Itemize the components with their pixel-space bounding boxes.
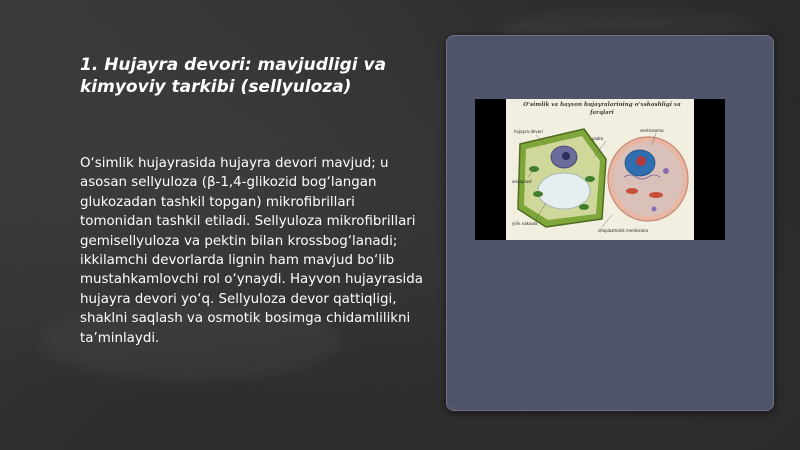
chloroplast	[585, 176, 595, 182]
plant-cell	[518, 129, 606, 227]
animal-cell	[608, 137, 688, 221]
cell-comparison-diagram	[506, 99, 694, 240]
mitochondrion	[626, 188, 638, 194]
label-centrosome: sentrosoma	[640, 128, 664, 133]
label-nucleus: yadro	[592, 136, 604, 141]
chloroplast	[579, 204, 589, 210]
lysosome	[652, 207, 657, 212]
animal-nucleolus	[636, 156, 646, 166]
label-vacuole: yirik vakuola	[512, 221, 538, 226]
slide-title: 1. Hujayra devori: mavjudligi va kimyoviy tarkibi (sellyuloza)	[80, 55, 387, 97]
lysosome	[663, 168, 669, 174]
chloroplast	[533, 191, 543, 197]
cell-diagram-svg	[506, 99, 694, 240]
figure-caption: O‘simlik va hayvon hujayralarining o‘xshashligi va farqlari	[523, 102, 681, 116]
label-chloroplast: xloroplast	[512, 179, 532, 184]
mitochondrion	[649, 192, 663, 198]
plant-nucleolus	[562, 152, 570, 160]
figure-frame	[475, 99, 725, 240]
label-cell-wall: hujayra devori	[514, 129, 543, 134]
slide-body-text: O‘simlik hujayrasida hujayra devori mavjud; u asosan sellyuloza (β-1,4-glikozid bog‘langan glukozadan tashkil topgan) mikrofibrillari tomonidan tashkil etiladi. Sellyuloza mikrofibrillari gemisellyuloza va pektin bilan krossbog‘lanadi; ikkilamchi devorlarda lignin ham mavjud bo‘lib mustahkamlovchi rol o‘ynaydi. Hayvon hujayrasida hujayra devori yo‘q. Sellyuloza devor qattiqligi, shaklni saqlash va osmotik bosimga chidamlilikni ta’minlaydi.	[80, 156, 423, 346]
leader-line	[602, 215, 612, 227]
label-membrane: sitoplazmatik membrana	[598, 228, 648, 233]
